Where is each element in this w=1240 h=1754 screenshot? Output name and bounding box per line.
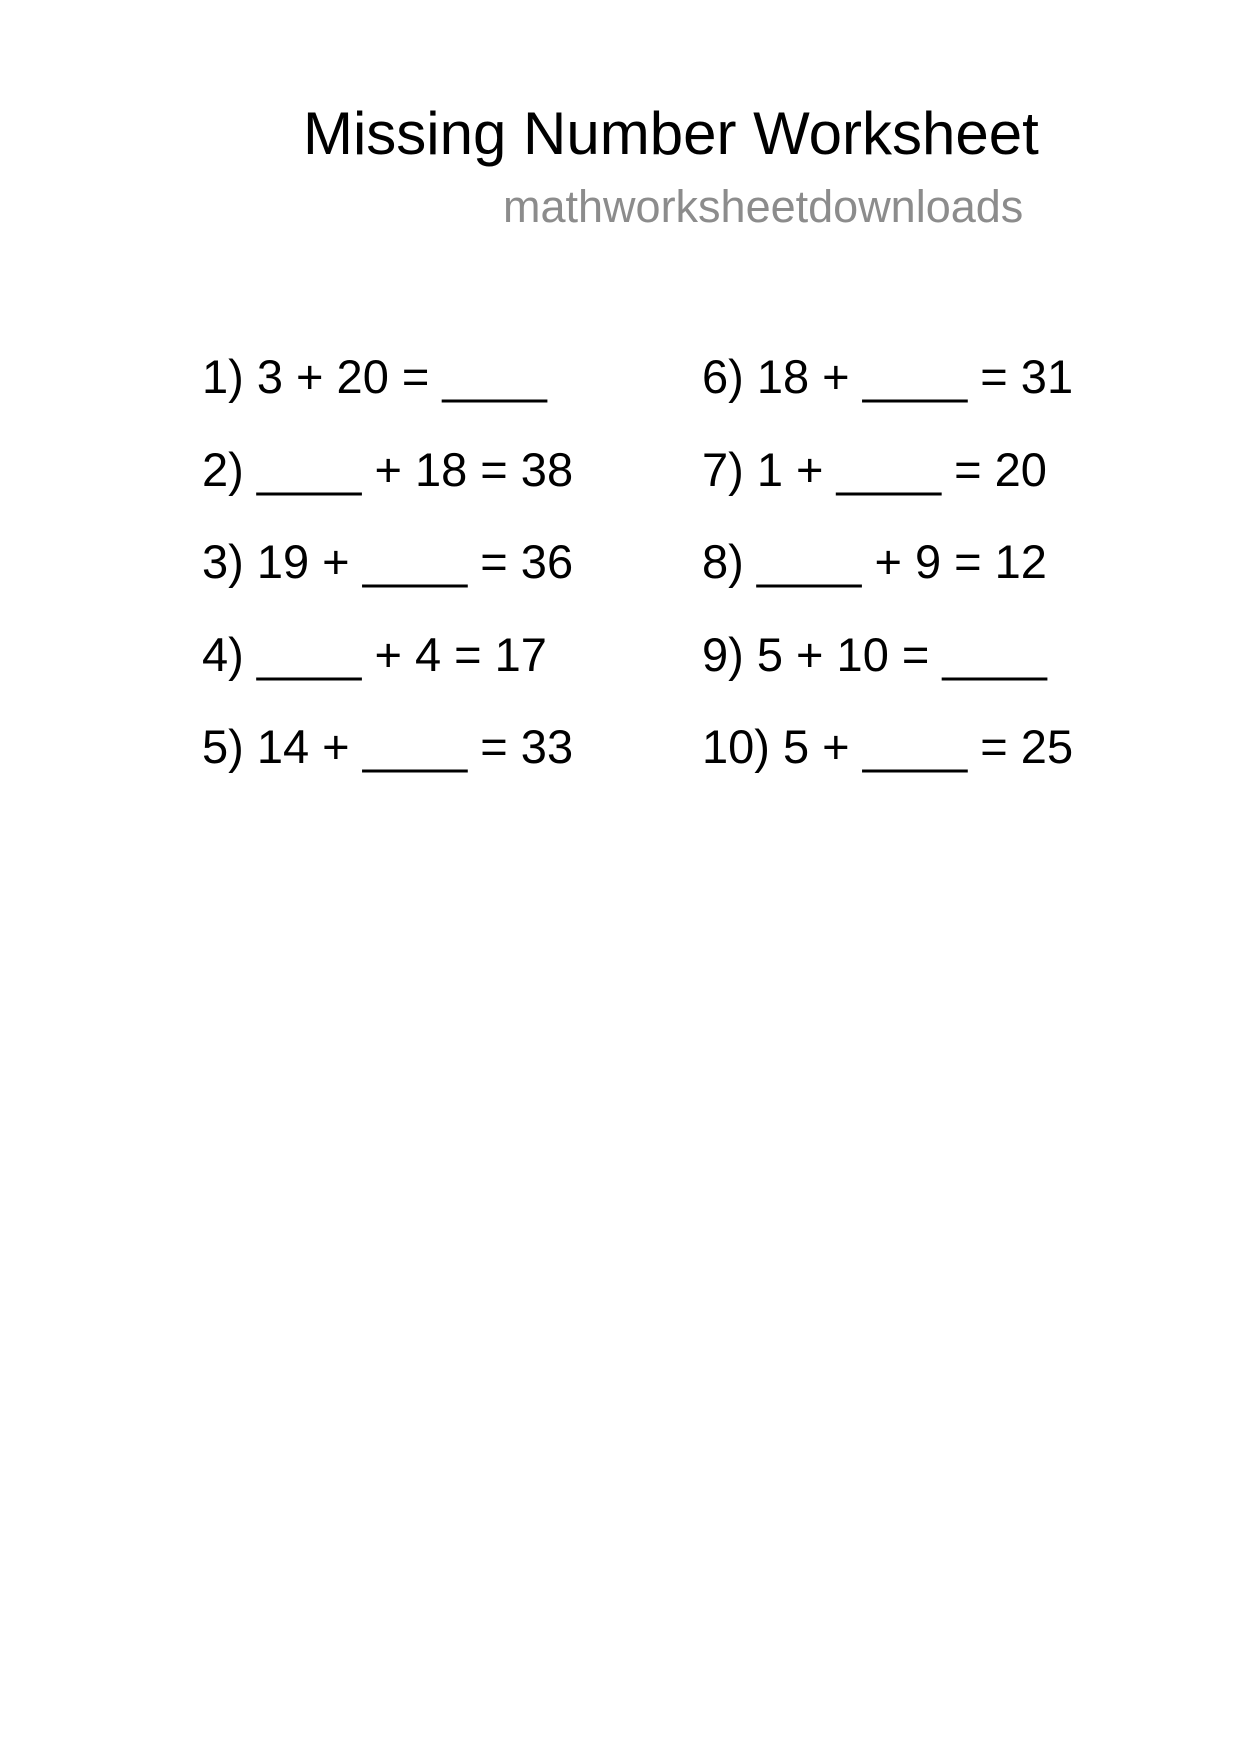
problem-7: 7) 1 + ____ = 20 [702, 442, 1047, 496]
problem-4: 4) ____ + 4 = 17 [202, 627, 547, 681]
page-title: Missing Number Worksheet [303, 100, 1039, 167]
problems-left-column [202, 331, 573, 794]
problem-9: 9) 5 + 10 = ____ [702, 627, 1047, 681]
problem-8: 8) ____ + 9 = 12 [702, 535, 1047, 588]
problem-3: 3) 19 + ____ = 36 [202, 535, 574, 588]
problem-5: 5) 14 + ____ = 33 [202, 720, 574, 773]
problems-right-column [702, 331, 1073, 794]
problem-2: 2) ____ + 18 = 38 [202, 442, 574, 496]
problem-6: 6) 18 + ____ = 31 [702, 350, 1074, 403]
problem-10: 10) 5 + ____ = 25 [702, 720, 1074, 773]
page-subtitle: mathworksheetdownloads [503, 181, 1024, 232]
problem-1: 1) 3 + 20 = ____ [202, 350, 547, 403]
